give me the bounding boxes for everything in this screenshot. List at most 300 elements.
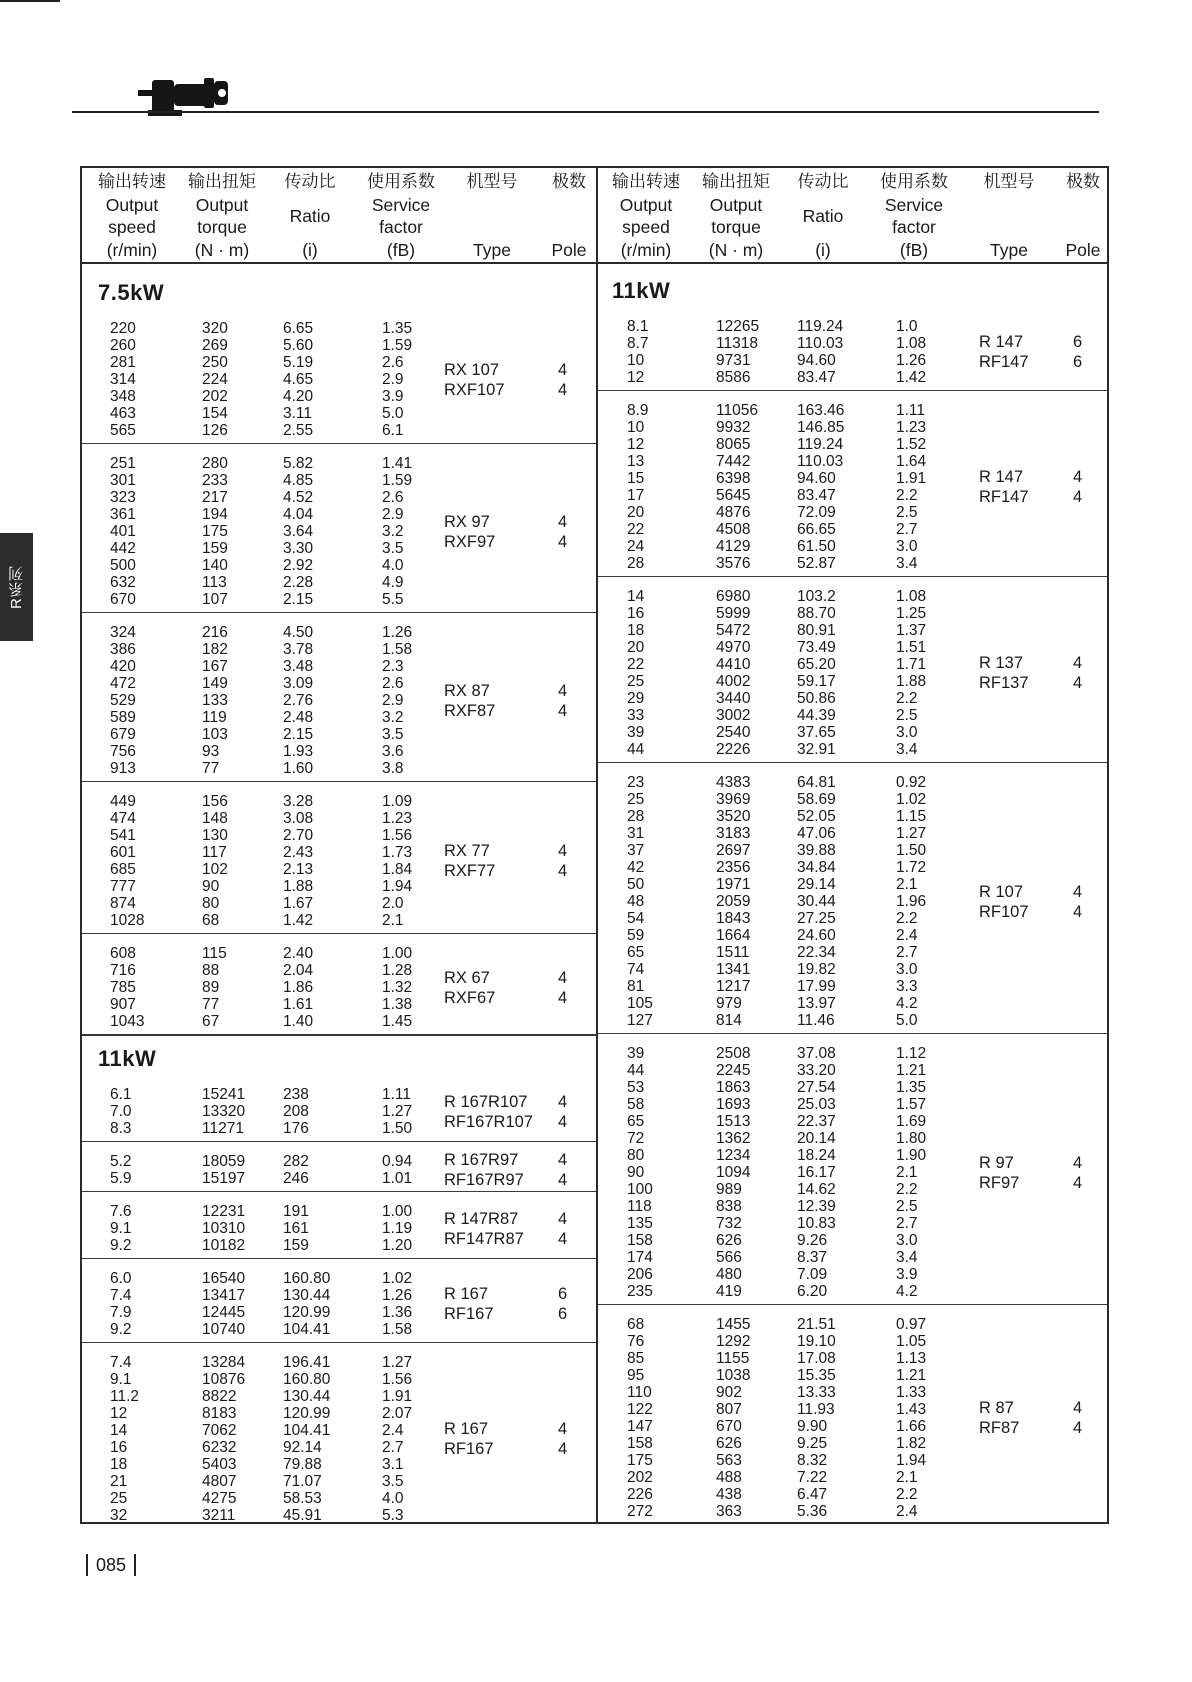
speed-value: 670 <box>110 591 136 608</box>
table-row <box>0 1503 1192 1520</box>
pole-label: 4 <box>558 1151 568 1169</box>
type-label: RF107 <box>979 902 1029 921</box>
torque-value: 626 <box>716 1232 742 1249</box>
speed-value: 420 <box>110 658 136 675</box>
service-factor-value: 3.4 <box>896 741 918 758</box>
service-factor-value: 1.26 <box>382 624 413 641</box>
torque-value: 5472 <box>716 622 751 639</box>
table-row <box>0 1367 1192 1384</box>
torque-value: 126 <box>202 422 228 439</box>
ratio-value: 119.24 <box>797 318 844 335</box>
service-factor-value: 1.64 <box>896 453 927 470</box>
torque-value: 10310 <box>202 1220 246 1237</box>
speed-value: 348 <box>110 388 136 405</box>
service-factor-value: 4.9 <box>382 574 404 591</box>
table-row <box>0 944 1192 961</box>
service-factor-value: 2.5 <box>896 1198 918 1215</box>
speed-value: 174 <box>627 1249 653 1266</box>
type-label: RF167 <box>444 1440 494 1458</box>
service-factor-value: 3.5 <box>382 1473 404 1490</box>
service-factor-value: 0.97 <box>896 1316 927 1333</box>
ratio-value: 8.32 <box>797 1452 828 1469</box>
speed-value: 118 <box>627 1198 652 1215</box>
service-factor-value: 3.4 <box>896 555 918 572</box>
type-label: RF147 <box>979 353 1029 371</box>
torque-value: 11318 <box>716 335 758 352</box>
torque-value: 7062 <box>202 1422 237 1439</box>
ratio-value: 110.03 <box>797 335 844 352</box>
speed-value: 23 <box>627 774 645 791</box>
service-factor-value: 1.08 <box>896 588 927 605</box>
service-factor-value: 1.82 <box>896 1435 927 1452</box>
speed-value: 100 <box>627 1181 653 1198</box>
service-factor-value: 1.88 <box>896 673 927 690</box>
torque-value: 103 <box>202 726 228 743</box>
service-factor-value: 2.6 <box>382 675 404 692</box>
ratio-value: 13.33 <box>797 1384 836 1401</box>
speed-value: 39 <box>627 724 645 741</box>
torque-value: 566 <box>716 1249 742 1266</box>
pole-label: 4 <box>1073 1419 1083 1437</box>
pole-label: 4 <box>558 681 568 700</box>
ratio-value: 52.87 <box>797 555 836 572</box>
ratio-value: 1.61 <box>283 996 314 1013</box>
type-label: RF167R107 <box>444 1112 533 1131</box>
table-row <box>0 724 1192 741</box>
service-factor-value: 1.36 <box>382 1304 413 1321</box>
torque-value: 3211 <box>202 1507 236 1524</box>
speed-value: 685 <box>110 861 136 878</box>
ratio-value: 64.81 <box>797 774 836 791</box>
torque-value: 3002 <box>716 707 751 724</box>
table-row <box>0 1266 1192 1283</box>
speed-value: 53 <box>627 1079 645 1096</box>
torque-value: 140 <box>202 557 228 574</box>
header-torque-cn: 输出扭矩 <box>188 172 256 192</box>
ratio-value: 20.14 <box>797 1130 836 1147</box>
speed-value: 226 <box>627 1486 653 1503</box>
service-factor-value: 2.1 <box>896 876 918 893</box>
torque-value: 13284 <box>202 1354 246 1371</box>
section-divider <box>598 390 1107 391</box>
table-row <box>0 419 1192 436</box>
speed-value: 18 <box>627 622 645 639</box>
speed-value: 679 <box>110 726 136 743</box>
table-row <box>0 1283 1192 1300</box>
header-service <box>876 172 952 260</box>
speed-value: 8.7 <box>627 335 649 352</box>
header-speed-cn: 输出转速 <box>98 172 166 192</box>
speed-value: 18 <box>110 1456 128 1473</box>
header-service <box>363 172 439 260</box>
speed-value: 5.9 <box>110 1170 132 1187</box>
torque-value: 8822 <box>202 1388 237 1405</box>
torque-value: 224 <box>202 371 228 388</box>
ratio-value: 103.2 <box>797 588 836 605</box>
service-factor-value: 1.91 <box>896 470 927 487</box>
type-label: R 137 <box>979 654 1024 672</box>
torque-value: 1664 <box>716 927 751 944</box>
type-label: RF137 <box>979 674 1029 692</box>
pole-label: 4 <box>558 360 568 379</box>
speed-value: 220 <box>110 320 136 337</box>
service-factor-value: 2.6 <box>382 354 404 371</box>
ratio-value: 159 <box>283 1237 309 1254</box>
ratio-value: 4.50 <box>283 624 314 641</box>
torque-value: 15241 <box>202 1086 246 1103</box>
table-row <box>0 707 1192 724</box>
ratio-value: 120.99 <box>283 1405 331 1422</box>
type-label: R 87 <box>979 1399 1014 1417</box>
header-torque <box>187 172 257 260</box>
speed-value: 95 <box>627 1367 645 1384</box>
service-factor-value: 5.0 <box>896 1012 918 1029</box>
power-heading: 11kW <box>612 278 671 303</box>
speed-value: 632 <box>110 574 136 591</box>
service-factor-value: 1.15 <box>896 808 927 825</box>
service-factor-value: 3.9 <box>896 1266 918 1283</box>
speed-value: 58 <box>627 1096 645 1113</box>
speed-value: 7.9 <box>110 1304 132 1321</box>
speed-value: 913 <box>110 760 136 777</box>
speed-value: 251 <box>110 455 136 472</box>
speed-value: 608 <box>110 945 136 962</box>
header-rule-right <box>598 262 1107 264</box>
ratio-value: 16.17 <box>797 1164 836 1181</box>
torque-value: 488 <box>716 1469 742 1486</box>
type-label: R 147 <box>979 333 1024 351</box>
service-factor-value: 1.02 <box>382 1270 413 1287</box>
service-factor-value: 1.35 <box>382 320 413 337</box>
torque-value: 202 <box>202 388 228 405</box>
ratio-value: 1.88 <box>283 878 314 895</box>
torque-value: 989 <box>716 1181 742 1198</box>
table-row <box>0 859 1192 876</box>
torque-value: 3183 <box>716 825 751 842</box>
torque-value: 8065 <box>716 436 751 453</box>
header-type-cn: 机型号 <box>983 172 1035 192</box>
ratio-value: 2.76 <box>283 692 314 709</box>
type-label: R 167 <box>444 1420 489 1438</box>
speed-value: 7.0 <box>110 1103 132 1120</box>
torque-value: 115 <box>202 945 227 962</box>
power-heading: 11kW <box>98 1046 157 1071</box>
type-label: RX 97 <box>444 512 490 531</box>
torque-value: 12265 <box>716 318 760 335</box>
torque-value: 11271 <box>202 1120 244 1137</box>
ratio-value: 6.65 <box>283 320 314 337</box>
ratio-value: 4.20 <box>283 388 314 405</box>
pole-label: 4 <box>558 1229 568 1248</box>
speed-value: 20 <box>627 504 645 521</box>
ratio-value: 21.51 <box>797 1316 836 1333</box>
torque-value: 154 <box>202 405 228 422</box>
torque-value: 5999 <box>716 605 751 622</box>
service-factor-value: 1.05 <box>896 1333 927 1350</box>
type-label: R 147R87 <box>444 1209 519 1228</box>
torque-value: 8586 <box>716 369 751 386</box>
service-factor-value: 2.5 <box>896 707 918 724</box>
speed-value: 65 <box>627 944 645 961</box>
speed-value: 7.4 <box>110 1354 132 1371</box>
ratio-value: 104.41 <box>283 1321 331 1338</box>
service-factor-value: 1.94 <box>896 1452 927 1469</box>
speed-value: 39 <box>627 1045 645 1062</box>
torque-value: 269 <box>202 337 228 354</box>
header-torque-unit: (N · m) <box>194 239 250 260</box>
type-label: R 147 <box>979 468 1024 486</box>
ratio-value: 65.20 <box>797 656 836 673</box>
speed-value: 361 <box>110 506 136 523</box>
torque-value: 4508 <box>716 521 751 538</box>
ratio-value: 146.85 <box>797 419 845 436</box>
service-factor-value: 1.11 <box>382 1086 412 1103</box>
table-row <box>0 1096 1192 1113</box>
service-factor-value: 4.2 <box>896 995 918 1012</box>
ratio-value: 6.20 <box>797 1283 828 1300</box>
service-factor-value: 1.35 <box>896 1079 927 1096</box>
speed-value: 29 <box>627 690 645 707</box>
speed-value: 8.9 <box>627 402 649 419</box>
speed-value: 12 <box>627 369 645 386</box>
service-factor-value: 1.37 <box>896 622 927 639</box>
service-factor-value: 2.07 <box>382 1405 413 1422</box>
speed-value: 601 <box>110 844 136 861</box>
type-label: RXF97 <box>444 532 496 551</box>
speed-value: 785 <box>110 979 136 996</box>
type-label: R 167R97 <box>444 1151 519 1169</box>
ratio-value: 3.30 <box>283 540 314 557</box>
torque-value: 1038 <box>716 1367 751 1384</box>
service-factor-value: 1.23 <box>382 810 413 827</box>
torque-value: 194 <box>202 506 228 523</box>
table-row <box>0 521 1192 538</box>
speed-value: 589 <box>110 709 136 726</box>
ratio-value: 5.36 <box>797 1503 828 1520</box>
ratio-value: 208 <box>283 1103 309 1120</box>
service-factor-value: 1.00 <box>382 945 413 962</box>
service-factor-value: 1.73 <box>382 844 413 861</box>
torque-value: 4383 <box>716 774 751 791</box>
torque-value: 1155 <box>716 1350 750 1367</box>
speed-value: 20 <box>627 639 645 656</box>
ratio-value: 7.22 <box>797 1469 828 1486</box>
type-label: R 107 <box>979 882 1024 901</box>
torque-value: 77 <box>202 996 220 1013</box>
speed-value: 22 <box>627 521 645 538</box>
speed-value: 716 <box>110 962 136 979</box>
pole-label: 6 <box>558 1305 568 1323</box>
speed-value: 175 <box>627 1452 653 1469</box>
torque-value: 130 <box>202 827 228 844</box>
speed-value: 500 <box>110 557 136 574</box>
torque-value: 438 <box>716 1486 742 1503</box>
ratio-value: 24.60 <box>797 927 836 944</box>
ratio-value: 238 <box>283 1086 309 1103</box>
torque-value: 4275 <box>202 1490 237 1507</box>
service-factor-value: 1.27 <box>382 1103 413 1120</box>
service-factor-value: 1.56 <box>382 827 413 844</box>
header-ratio-en: Ratio <box>802 206 844 226</box>
service-factor-value: 2.1 <box>896 1164 918 1181</box>
speed-value: 463 <box>110 405 136 422</box>
speed-value: 54 <box>627 910 645 927</box>
ratio-value: 52.05 <box>797 808 836 825</box>
service-factor-value: 1.42 <box>896 369 927 386</box>
table-row <box>0 588 1192 605</box>
torque-value: 89 <box>202 979 220 996</box>
speed-value: 565 <box>110 422 136 439</box>
ratio-value: 2.48 <box>283 709 314 726</box>
ratio-value: 191 <box>283 1203 309 1220</box>
speed-value: 25 <box>627 673 645 690</box>
torque-value: 149 <box>202 675 228 692</box>
table-row <box>0 622 1192 639</box>
section-divider <box>598 1304 1107 1305</box>
ratio-value: 4.04 <box>283 506 314 523</box>
speed-value: 12 <box>627 436 645 453</box>
ratio-value: 2.43 <box>283 844 314 861</box>
service-factor-value: 2.6 <box>382 489 404 506</box>
header-service-en2: factor <box>892 217 936 238</box>
speed-value: 48 <box>627 893 645 910</box>
pole-label: 4 <box>558 1440 568 1458</box>
speed-value: 301 <box>110 472 136 489</box>
service-factor-value: 1.52 <box>896 436 927 453</box>
service-factor-value: 2.2 <box>896 910 918 927</box>
ratio-value: 33.20 <box>797 1062 836 1079</box>
pole-label: 4 <box>558 1092 568 1111</box>
torque-value: 2226 <box>716 741 751 758</box>
service-factor-value: 3.4 <box>896 1249 918 1266</box>
torque-value: 807 <box>716 1401 742 1418</box>
series-side-tab: R系列 <box>0 533 33 641</box>
speed-value: 22 <box>627 656 645 673</box>
speed-value: 17 <box>627 487 645 504</box>
service-factor-value: 1.23 <box>896 419 927 436</box>
service-factor-value: 3.2 <box>382 523 404 540</box>
torque-value: 10876 <box>202 1371 246 1388</box>
torque-value: 67 <box>202 1013 220 1030</box>
ratio-value: 58.53 <box>283 1490 322 1507</box>
pole-label: 4 <box>1073 882 1083 901</box>
header-rule-left <box>82 262 596 264</box>
torque-value: 6398 <box>716 470 751 487</box>
header-service-en1: Service <box>371 194 431 215</box>
service-factor-value: 4.0 <box>382 1490 404 1507</box>
service-factor-value: 3.8 <box>382 760 404 777</box>
service-factor-value: 1.57 <box>896 1096 927 1113</box>
torque-value: 80 <box>202 895 220 912</box>
type-label: RF147 <box>979 488 1029 506</box>
ratio-value: 18.24 <box>797 1147 836 1164</box>
speed-value: 907 <box>110 996 136 1013</box>
pole-label: 4 <box>1073 1399 1083 1417</box>
torque-value: 2508 <box>716 1045 751 1062</box>
speed-value: 777 <box>110 878 136 895</box>
torque-value: 1513 <box>716 1113 751 1130</box>
speed-value: 13 <box>627 453 645 470</box>
header-pole-en: Pole <box>551 240 587 260</box>
table-row <box>0 1113 1192 1130</box>
table-row <box>0 741 1192 758</box>
speed-value: 42 <box>627 859 645 876</box>
header-ratio <box>282 172 338 260</box>
torque-value: 4807 <box>202 1473 237 1490</box>
table-row <box>0 1130 1192 1147</box>
torque-value: 250 <box>202 354 228 371</box>
speed-value: 9.2 <box>110 1237 132 1254</box>
service-factor-value: 3.0 <box>896 724 918 741</box>
ratio-value: 2.15 <box>283 726 314 743</box>
header-pole-cn: 极数 <box>1066 172 1100 192</box>
torque-value: 1693 <box>716 1096 751 1113</box>
speed-value: 1028 <box>110 912 145 929</box>
torque-value: 217 <box>202 489 228 506</box>
service-factor-value: 1.96 <box>896 893 927 910</box>
speed-value: 9.1 <box>110 1220 132 1237</box>
torque-value: 4410 <box>716 656 751 673</box>
speed-value: 72 <box>627 1130 645 1147</box>
table-row <box>0 1198 1192 1215</box>
torque-value: 159 <box>202 540 228 557</box>
service-factor-value: 2.2 <box>896 690 918 707</box>
service-factor-value: 3.1 <box>382 1456 404 1473</box>
ratio-value: 2.55 <box>283 422 314 439</box>
ratio-value: 79.88 <box>283 1456 322 1473</box>
header-torque-en2: torque <box>711 217 761 238</box>
ratio-value: 27.54 <box>797 1079 836 1096</box>
ratio-value: 4.85 <box>283 472 314 489</box>
ratio-value: 61.50 <box>797 538 836 555</box>
type-label: RF167R97 <box>444 1171 524 1189</box>
ratio-value: 1.60 <box>283 760 314 777</box>
header-speed <box>97 172 167 260</box>
speed-value: 110 <box>627 1384 652 1401</box>
type-label: RXF67 <box>444 988 496 1007</box>
speed-value: 80 <box>627 1147 645 1164</box>
ratio-value: 3.28 <box>283 793 314 810</box>
ratio-value: 37.08 <box>797 1045 836 1062</box>
service-factor-value: 1.43 <box>896 1401 927 1418</box>
speed-value: 135 <box>627 1215 653 1232</box>
table-row <box>0 825 1192 842</box>
torque-value: 8183 <box>202 1405 237 1422</box>
torque-value: 16540 <box>202 1270 246 1287</box>
speed-value: 324 <box>110 624 136 641</box>
torque-value: 117 <box>202 844 227 861</box>
service-factor-value: 1.08 <box>896 335 927 352</box>
table-row <box>0 1316 1192 1333</box>
speed-value: 272 <box>627 1503 653 1520</box>
ratio-value: 8.37 <box>797 1249 828 1266</box>
type-label: RXF77 <box>444 862 496 880</box>
table-row <box>0 791 1192 808</box>
header-type-cn: 机型号 <box>466 172 518 192</box>
torque-value: 13320 <box>202 1103 246 1120</box>
header-ratio-cn: 传动比 <box>797 172 849 192</box>
service-factor-value: 2.4 <box>896 927 918 944</box>
torque-value: 3969 <box>716 791 751 808</box>
service-factor-value: 1.32 <box>382 979 413 996</box>
service-factor-value: 2.1 <box>382 912 404 929</box>
ratio-value: 161 <box>283 1220 309 1237</box>
header-speed-en1: Output <box>105 194 159 215</box>
speed-value: 5.2 <box>110 1153 132 1170</box>
service-factor-value: 1.58 <box>382 641 413 658</box>
speed-value: 28 <box>627 808 645 825</box>
speed-value: 12 <box>110 1405 128 1422</box>
